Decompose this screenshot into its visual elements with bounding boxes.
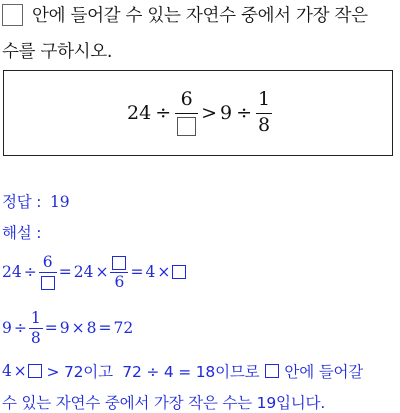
- fraction-numerator: 6: [42, 252, 53, 271]
- fraction-numerator: 6: [180, 88, 193, 111]
- conclusion-text-b: 안에 들어갈: [284, 363, 364, 381]
- times-sign: ×: [95, 263, 109, 281]
- answer-value: 19: [50, 193, 70, 211]
- fraction-bar: [39, 272, 57, 273]
- explanation-label: 해설 :: [2, 224, 42, 242]
- fraction-6-over-blank: [175, 90, 198, 136]
- fraction-denominator: 8: [258, 114, 271, 136]
- blank-box: [265, 364, 279, 378]
- eq2-number-9: 9: [2, 319, 12, 337]
- expr-left-number: 24: [127, 102, 152, 124]
- conclusion-line-2: 수 있는 자연수 중에서 가장 작은 수는 19입니다.: [2, 394, 326, 412]
- fraction-numerator: 1: [30, 308, 41, 327]
- blank-box: [28, 364, 42, 378]
- answer-label: 정답 :: [2, 193, 42, 211]
- greater-than-sign: >: [201, 102, 218, 124]
- fraction-numerator: 1: [258, 88, 271, 111]
- question-line-2: 수를 구하시오.: [2, 42, 113, 62]
- divide-sign: ÷: [23, 263, 37, 281]
- equals-sign-2: =: [130, 263, 144, 281]
- equals-sign: =: [44, 319, 58, 337]
- fraction-1-over-8: [29, 310, 43, 347]
- conclusion-line-1: [2, 360, 363, 382]
- times-sign: ×: [71, 319, 85, 337]
- eq2-number-8: 8: [86, 319, 97, 337]
- eq2-result-72: 72: [113, 319, 134, 337]
- divide-sign: ÷: [155, 102, 172, 124]
- fraction-blank-over-6: [110, 254, 128, 291]
- fraction-denominator: 8: [30, 329, 41, 347]
- blank-box: [172, 265, 186, 279]
- divide-sign: ÷: [13, 319, 27, 337]
- eq1-number-24b: 24: [73, 263, 94, 281]
- fraction-1-over-8: [256, 90, 272, 136]
- eq2-number-9b: 9: [59, 319, 70, 337]
- times-sign-2: ×: [157, 263, 171, 281]
- expr-right-number: 9: [220, 102, 233, 124]
- blank-denominator-box: [177, 117, 196, 136]
- answer-blank-box: [2, 4, 23, 26]
- question-text-1: 안에 들어갈 수 있는 자연수 중에서 가장 작은: [32, 6, 368, 26]
- eq1-number-4: 4: [145, 263, 156, 281]
- conclusion-number-4: 4: [2, 362, 12, 380]
- conclusion-text-a: > 72이고 72 ÷ 4 = 18이므로: [46, 363, 260, 381]
- problem-expression: [127, 82, 272, 144]
- blank-box: [41, 276, 55, 290]
- fraction-6-over-blank: [39, 254, 57, 291]
- equation-1: [2, 250, 186, 294]
- fraction-bar: [175, 113, 198, 114]
- divide-sign-2: ÷: [236, 102, 253, 124]
- equals-sign-2: =: [98, 319, 112, 337]
- fraction-denominator: 6: [114, 273, 125, 291]
- blank-box: [112, 256, 126, 270]
- equation-2: [2, 306, 133, 350]
- times-sign: ×: [13, 362, 27, 380]
- question-line-1: [2, 2, 368, 27]
- eq1-number-24: 24: [2, 263, 22, 281]
- equals-sign: =: [58, 263, 72, 281]
- answer-line: [2, 190, 69, 212]
